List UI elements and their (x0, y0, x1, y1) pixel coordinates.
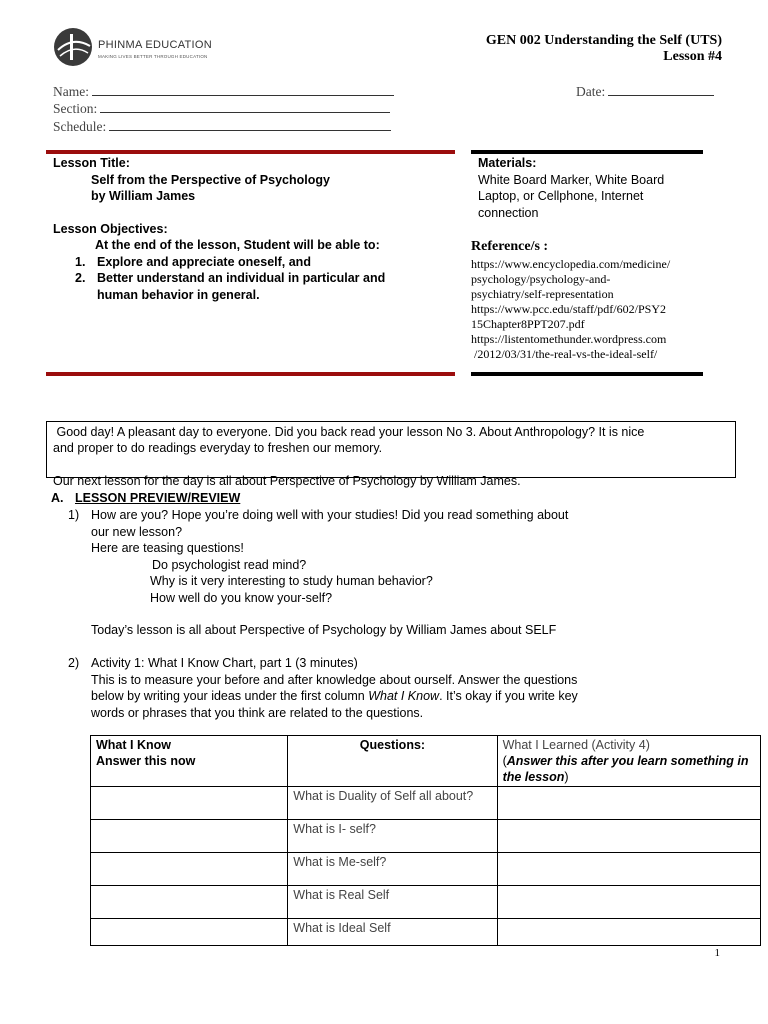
question-cell: What is Real Self (288, 886, 497, 919)
references-label: Reference/s : (471, 239, 549, 254)
lesson-title-label: Lesson Title: (53, 156, 130, 170)
section-a-heading: A. LESSON PREVIEW/REVIEW (51, 491, 241, 505)
objective-item: 1. Explore and appreciate oneself, and (75, 254, 311, 269)
item-2-number: 2) (68, 656, 80, 670)
what-i-know-table (90, 735, 761, 946)
question-cell: What is Ideal Self (288, 919, 497, 946)
section-line[interactable] (100, 100, 390, 113)
references-box (471, 239, 711, 362)
logo-name: PHINMA EDUCATION (98, 39, 212, 51)
header-what-i-learned: What I Learned (Activity 4) (Answer this after you learn something in the lesson) (497, 736, 760, 787)
welcome-line2: and proper to do readings everyday to freshen our memory. (53, 441, 383, 455)
lesson-title-line2: by William James (91, 189, 196, 203)
materials-box (478, 155, 708, 221)
todays-lesson-text: Today’s lesson is all about Perspective of Psychology by William James about SELF (91, 623, 557, 637)
teasing-question: How well do you know your-self? (150, 590, 333, 605)
what-i-learned-cell[interactable] (497, 820, 760, 853)
table-row (91, 820, 761, 853)
bottom-divider-black (471, 372, 703, 376)
question-cell: What is Me-self? (288, 853, 497, 886)
what-i-know-cell[interactable] (91, 787, 288, 820)
what-i-learned-cell[interactable] (497, 853, 760, 886)
question-cell: What is Duality of Self all about? (288, 787, 497, 820)
teasing-question: Why is it very interesting to study human behavior? (150, 574, 433, 588)
course-header (486, 33, 722, 65)
name-label: Name: (53, 84, 89, 99)
item-1-number: 1) (68, 508, 80, 522)
reference-line[interactable]: https://listentomethunder.wordpress.com (471, 332, 667, 346)
date-label: Date: (576, 84, 606, 99)
what-i-know-cell[interactable] (91, 820, 288, 853)
course-title: GEN 002 Understanding the Self (UTS) (485, 33, 722, 48)
name-field[interactable] (53, 83, 394, 100)
materials-line3: connection (478, 205, 539, 220)
lesson-info (53, 155, 453, 303)
section-label: Section: (53, 101, 98, 116)
welcome-line3: Our next lesson for the day is all about Perspective of Psychology by William James. (53, 474, 521, 488)
reference-line[interactable]: /2012/03/31/the-real-vs-the-ideal-self/ (471, 347, 658, 361)
page-number: 1 (714, 947, 720, 959)
teasing-question: Do psychologist read mind? (152, 557, 307, 572)
table-row (91, 853, 761, 886)
welcome-box (46, 421, 736, 488)
what-i-know-cell[interactable] (91, 919, 288, 946)
schedule-label: Schedule: (53, 119, 107, 134)
phinma-logo (52, 26, 212, 68)
date-field[interactable] (576, 83, 714, 100)
item-1-body: How are you? Hope you’re doing well with your studies! Did you read something about our new lesson? Here are teasing questions! Do psychologist read mind? Why is it very interesting to study human behavior? How well do you know your-self? (91, 507, 731, 606)
what-i-learned-cell[interactable] (497, 919, 760, 946)
logo-tagline: MAKING LIVES BETTER THROUGH EDUCATION (98, 54, 208, 59)
header-questions: Questions: (288, 736, 497, 787)
what-i-know-cell[interactable] (91, 886, 288, 919)
welcome-line1: Good day! A pleasant day to everyone. Did you back read your lesson No 3. About Anthropology? It is nice (53, 425, 645, 439)
reference-line[interactable]: psychiatry/self-representation (471, 287, 614, 301)
materials-line1: White Board Marker, White Board (478, 172, 665, 187)
table-row (91, 787, 761, 820)
reference-line[interactable]: https://www.encyclopedia.com/medicine/ (471, 257, 671, 271)
objective-item: 2. Better understand an individual in particular and (75, 271, 386, 285)
objective-item-continued: human behavior in general. (97, 287, 260, 302)
lesson-number: Lesson #4 (663, 49, 722, 64)
phinma-emblem-icon (52, 26, 96, 68)
what-i-learned-cell[interactable] (497, 886, 760, 919)
reference-line[interactable]: https://www.pcc.edu/staff/pdf/602/PSY2 (471, 302, 666, 316)
date-line[interactable] (608, 83, 714, 96)
section-field[interactable] (53, 100, 390, 117)
materials-line2: Laptop, or Cellphone, Internet (478, 189, 644, 203)
question-cell: What is I- self? (288, 820, 497, 853)
objectives-intro: At the end of the lesson, Student will be able to: (95, 238, 380, 252)
header-what-i-know: What I Know Answer this now (91, 736, 288, 787)
section-a-title: LESSON PREVIEW/REVIEW (74, 491, 241, 505)
objectives-label: Lesson Objectives: (53, 221, 168, 236)
what-i-learned-cell[interactable] (497, 787, 760, 820)
materials-label: Materials: (478, 156, 537, 170)
item-2-body: Activity 1: What I Know Chart, part 1 (3 minutes) This is to measure your before and after knowledge about ourself. Answer the questions below by writing your ideas under the first column What I Know. It’s okay if you write key words or phrases that you think are related to the questions. (91, 656, 578, 720)
table-row (91, 919, 761, 946)
schedule-field[interactable] (53, 118, 391, 135)
top-divider-black (471, 150, 703, 154)
schedule-line[interactable] (109, 118, 391, 131)
reference-line[interactable]: psychology/psychology-and- (471, 272, 611, 286)
top-divider-red (46, 150, 455, 154)
what-i-know-cell[interactable] (91, 853, 288, 886)
table-header-row (91, 736, 761, 787)
bottom-divider-red (46, 372, 455, 376)
lesson-title-line1: Self from the Perspective of Psychology (91, 172, 330, 187)
table-row (91, 886, 761, 919)
reference-line[interactable]: 15Chapter8PPT207.pdf (471, 317, 585, 331)
name-line[interactable] (92, 83, 394, 96)
